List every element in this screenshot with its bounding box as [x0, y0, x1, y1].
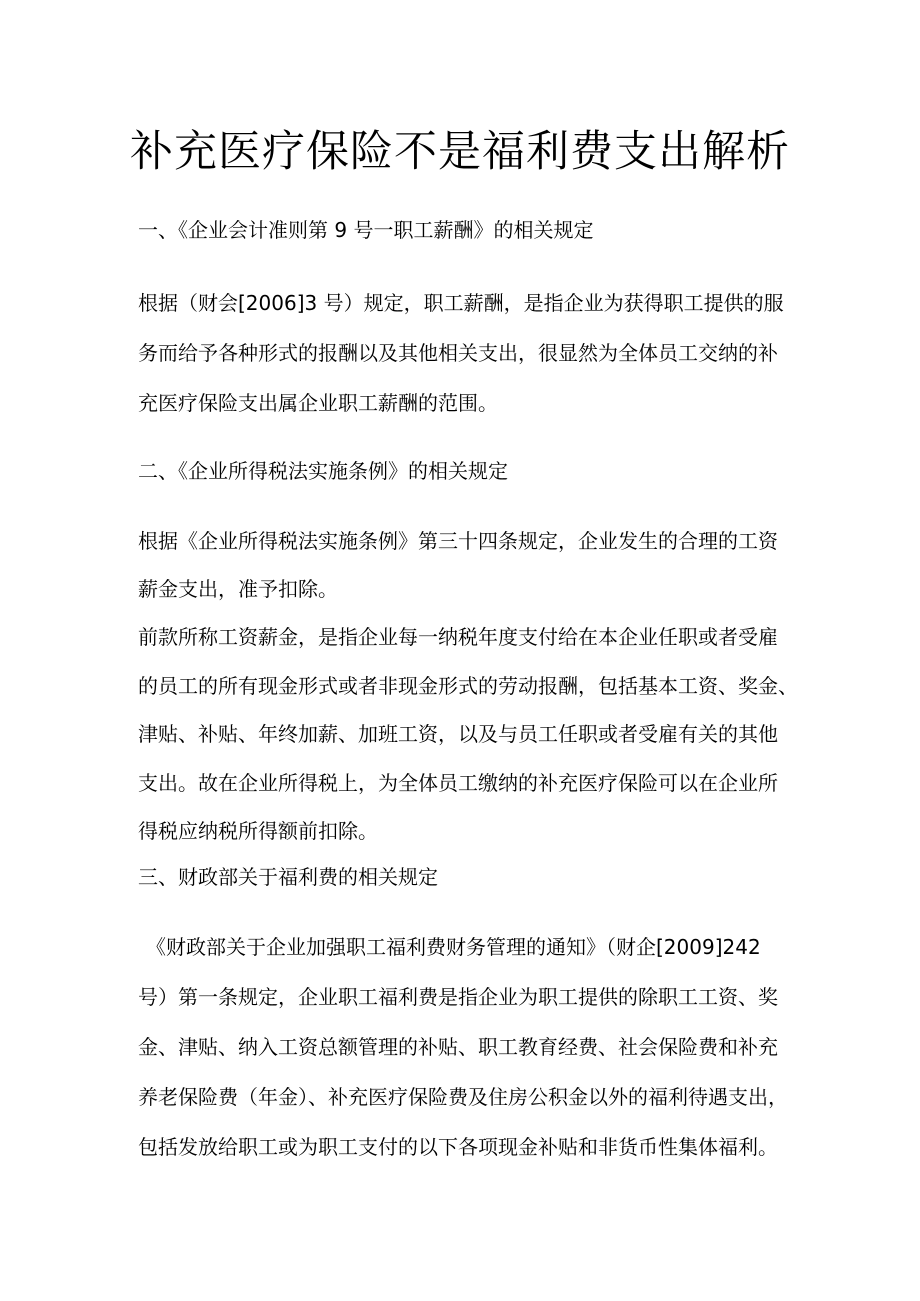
section-heading-1: 一、《企业会计准则第 9 号一职工薪酬》的相关规定 — [138, 218, 594, 242]
paragraph-line: 前款所称工资薪金，是指企业每一纳税年度支付给在本企业任职或者受雇 — [138, 625, 778, 649]
paragraph-line: 根据（财会[2006]3 号）规定，职工薪酬，是指企业为获得职工提供的服 — [138, 291, 784, 315]
section-heading-2: 二、《企业所得税法实施条例》的相关规定 — [138, 459, 508, 483]
paragraph-line: 务而给予各种形式的报酬以及其他相关支出，很显然为全体员工交纳的补 — [138, 341, 778, 365]
document-title: 补充医疗保险不是福利费支出解析 — [130, 127, 790, 177]
paragraph-line: 金、津贴、纳入工资总额管理的补贴、职工教育经费、社会保险费和补充 — [138, 1035, 778, 1059]
paragraph-line: 《财政部关于企业加强职工福利费财务管理的通知》（财企[2009]242 — [146, 935, 761, 959]
paragraph-line: 根据《企业所得税法实施条例》第三十四条规定，企业发生的合理的工资 — [138, 529, 778, 553]
paragraph-line: 津贴、补贴、年终加薪、加班工资，以及与员工任职或者受雇有关的其他 — [138, 722, 778, 746]
paragraph-line: 支出。故在企业所得税上，为全体员工缴纳的补充医疗保险可以在企业所 — [138, 771, 778, 795]
paragraph-line: 充医疗保险支出属企业职工薪酬的范围。 — [138, 391, 498, 415]
paragraph-line: 得税应纳税所得额前扣除。 — [138, 819, 378, 843]
paragraph-line: 薪金支出，准予扣除。 — [138, 577, 338, 601]
paragraph-line: 包括发放给职工或为职工支付的以下各项现金补贴和非货币性集体福利。 — [138, 1135, 778, 1159]
section-heading-3: 三、财政部关于福利费的相关规定 — [138, 865, 438, 889]
paragraph-line: 养老保险费（年金）、补充医疗保险费及住房公积金以外的福利待遇支出， — [138, 1085, 788, 1109]
paragraph-line: 的员工的所有现金形式或者非现金形式的劳动报酬，包括基本工资、奖金、 — [138, 674, 798, 698]
paragraph-line: 号）第一条规定，企业职工福利费是指企业为职工提供的除职工工资、奖 — [138, 985, 778, 1009]
